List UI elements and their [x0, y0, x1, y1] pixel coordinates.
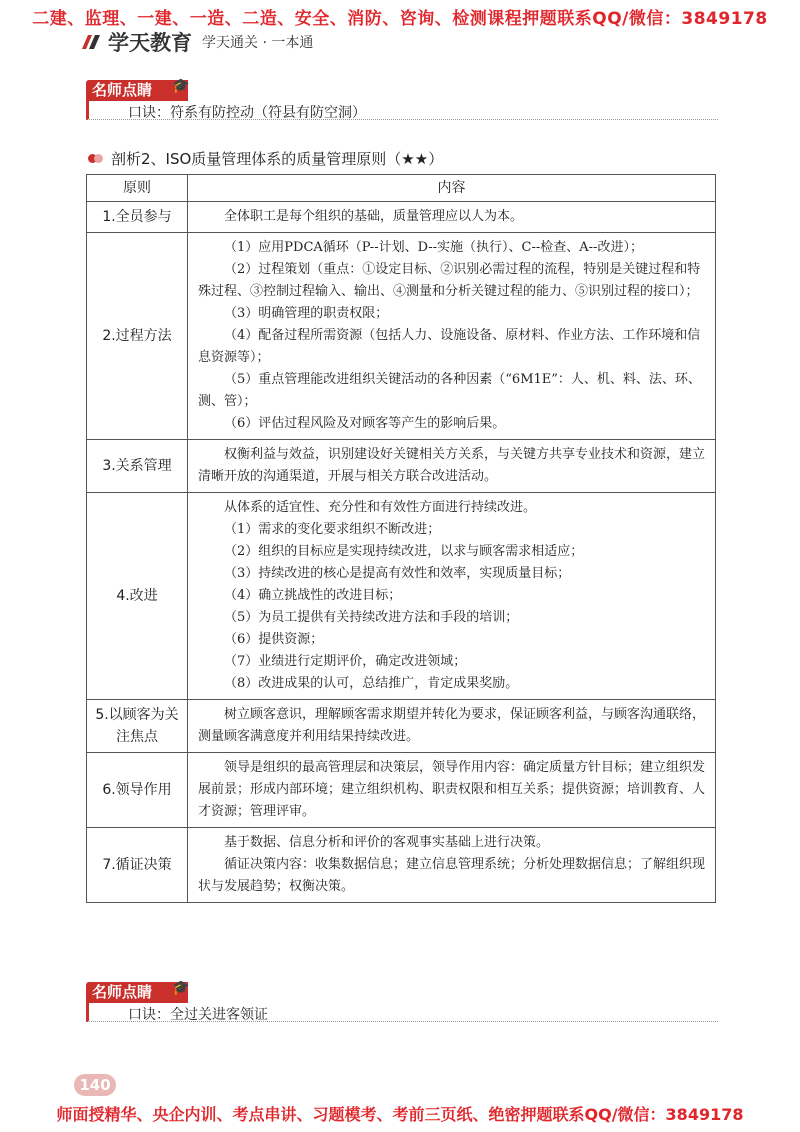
- bullet-dots-icon: [88, 154, 103, 163]
- principle-name: 5.以顾客为关注焦点: [87, 700, 188, 753]
- table-row: [87, 440, 716, 493]
- principle-content: [188, 493, 716, 700]
- content-line: （2）组织的目标应是实现持续改进，以求与顾客需求相适应；: [224, 544, 584, 559]
- table-row: [87, 493, 716, 700]
- brand-name: 学天教育: [108, 31, 192, 55]
- tip-mnemonic-text: 口诀：符系有防控动（符县有防空洞）: [128, 105, 366, 121]
- content-line: （1）应用PDCA循环（P--计划、D--实施（执行）、C--检查、A--改进）；: [224, 240, 643, 255]
- tip-label: 名师点睛: [86, 982, 188, 1003]
- table-row: [87, 202, 716, 233]
- table-row: [87, 700, 716, 753]
- principle-name: 4.改进: [87, 493, 188, 700]
- tip-mnemonic-text: 口诀：全过关进客领证: [128, 1007, 268, 1023]
- table-header-row: [87, 175, 716, 202]
- graduation-cap-icon: 🎓: [172, 78, 190, 94]
- tip-box-bottom: [86, 982, 718, 1022]
- brand-slogan: 学天通关 · 一本通: [202, 35, 314, 51]
- content-line: （4）配备过程所需资源（包括人力、设施设备、原材料、作业方法、工作环境和信息资源等）；: [198, 328, 701, 365]
- principle-content: [188, 753, 716, 828]
- principle-name: 2.过程方法: [87, 233, 188, 440]
- brand-header: [80, 30, 313, 54]
- content-line: （7）业绩进行定期评价，确定改进领域；: [224, 654, 467, 669]
- content-line: （4）确立挑战性的改进目标；: [224, 588, 402, 603]
- content-line: 基于数据、信息分析和评价的客观事实基础上进行决策。: [224, 835, 550, 850]
- content-line: （3）持续改进的核心是提高有效性和效率，实现质量目标；: [224, 566, 571, 581]
- section-title: [88, 148, 443, 169]
- content-line: （8）改进成果的认可，总结推广，肯定成果奖励。: [224, 676, 519, 691]
- brand-logo-icon: [80, 33, 102, 51]
- graduation-cap-icon: 🎓: [172, 980, 190, 996]
- content-line: （5）为员工提供有关持续改进方法和手段的培训；: [224, 610, 519, 625]
- content-line: 循证决策内容：收集数据信息；建立信息管理系统；分析处理数据信息；了解组织现状与发展趋势；权衡决策。: [198, 857, 706, 894]
- principle-content: [188, 233, 716, 440]
- page-number: 140: [74, 1074, 116, 1096]
- content-line: （1）需求的变化要求组织不断改进；: [224, 522, 441, 537]
- content-line: 领导是组织的最高管理层和决策层，领导作用内容：确定质量方针目标；建立组织发展前景；形成内部环境；建立组织机构、职责权限和相互关系；提供资源；培训教育、人才资源；管理评审。: [198, 760, 706, 819]
- top-promo-banner: 二建、监理、一建、一造、二造、安全、消防、咨询、检测课程押题联系QQ/微信：3849178: [32, 9, 768, 29]
- table-row: [87, 233, 716, 440]
- header-content: 内容: [188, 175, 716, 202]
- bottom-promo-banner: 师面授精华、央企内训、考点串讲、习题模考、考前三页纸、绝密押题联系QQ/微信：3849178: [56, 1105, 744, 1124]
- principle-content: [188, 828, 716, 903]
- content-line: 权衡利益与效益，识别建设好关键相关方关系，与关键方共享专业技术和资源，建立清晰开放的沟通渠道，开展与相关方联合改进活动。: [198, 447, 706, 484]
- principle-name: 6.领导作用: [87, 753, 188, 828]
- table-row: [87, 828, 716, 903]
- tip-label: 名师点睛: [86, 80, 188, 101]
- content-line: （2）过程策划（重点：①设定目标、②识别必需过程的流程，特别是关键过程和特殊过程、③控制过程输入、输出、④测量和分析关键过程的能力、⑤识别过程的接口）；: [198, 262, 701, 299]
- section-title-text: 剖析2、ISO质量管理体系的质量管理原则（★★）: [111, 150, 444, 168]
- content-line: 树立顾客意识，理解顾客需求期望并转化为要求，保证顾客利益，与顾客沟通联络，测量顾客满意度并利用结果持续改进。: [198, 707, 706, 744]
- content-line: （3）明确管理的职责权限；: [224, 306, 389, 321]
- content-line: （6）提供资源；: [224, 632, 324, 647]
- tip-box-top: [86, 80, 718, 120]
- principle-content: [188, 700, 716, 753]
- header-principle: 原则: [87, 175, 188, 202]
- content-line: （6）评估过程风险及对顾客等产生的影响后果。: [224, 416, 506, 431]
- content-line: （5）重点管理能改进组织关键活动的各种因素（“6M1E”：人、机、料、法、环、测、管）；: [198, 372, 701, 409]
- content-line: 全体职工是每个组织的基础，质量管理应以人为本。: [224, 209, 524, 224]
- principle-name: 3.关系管理: [87, 440, 188, 493]
- principle-content: [188, 202, 716, 233]
- principle-name: 7.循证决策: [87, 828, 188, 903]
- table-row: [87, 753, 716, 828]
- principle-name: 1.全员参与: [87, 202, 188, 233]
- principle-content: [188, 440, 716, 493]
- content-line: 从体系的适宜性、充分性和有效性方面进行持续改进。: [224, 500, 537, 515]
- principles-table: [86, 174, 716, 903]
